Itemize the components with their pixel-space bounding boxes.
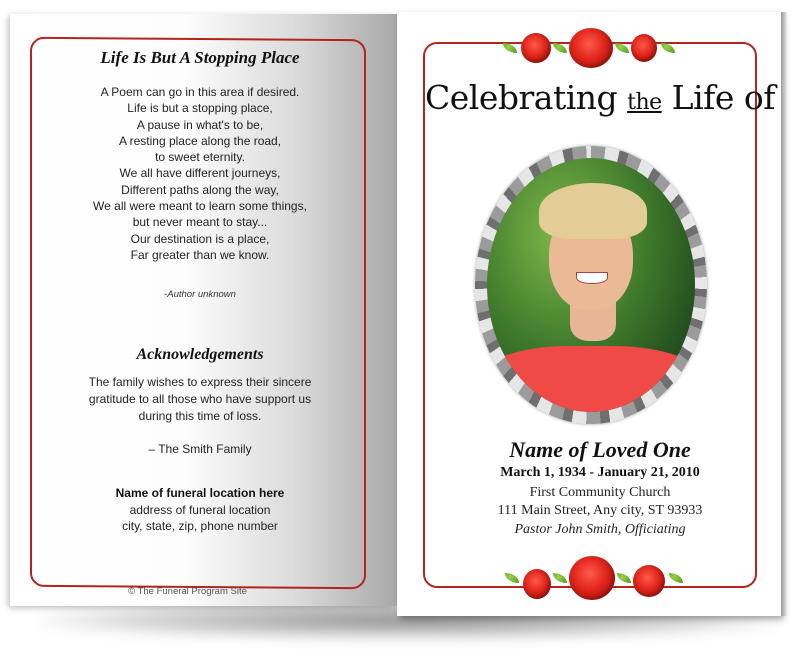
rose-icon <box>569 556 615 600</box>
rose-icon <box>633 565 665 597</box>
copyright-notice: © The Funeral Program Site <box>128 586 247 597</box>
leaf-icon <box>553 43 567 53</box>
location-address: address of funeral location <box>129 502 271 517</box>
poem-line: A Poem can go in this area if desired. <box>100 85 300 99</box>
location-name: Name of funeral location here <box>115 486 285 500</box>
photo-shirt <box>487 346 695 412</box>
portrait-frame <box>475 146 707 424</box>
poem-line: Life is but a stopping place, <box>127 101 273 116</box>
rose-icon <box>523 569 551 599</box>
rose-icon <box>631 34 657 62</box>
acknowledgements-signature: – The Smith Family <box>148 442 252 456</box>
poem-title: Life Is But A Stopping Place <box>100 48 300 67</box>
headline-part: the <box>627 90 662 115</box>
acknowledgements-line: gratitude to all those who have support us <box>88 392 312 406</box>
leaf-icon <box>505 573 519 583</box>
poem-line: A pause in what's to be, <box>136 117 264 132</box>
service-officiant: Pastor John Smith, Officiating <box>514 522 686 537</box>
acknowledgements-line: The family wishes to express their sincere <box>88 375 312 389</box>
headline-part: Celebrating <box>425 78 628 117</box>
acknowledgements-title: Acknowledgements <box>136 346 264 363</box>
bottom-rose-garland <box>505 556 683 600</box>
acknowledgements-body <box>30 374 370 425</box>
life-dates: March 1, 1934 - January 21, 2010 <box>500 465 700 480</box>
poem-line: Different paths along the way, <box>121 182 279 197</box>
headline <box>420 78 780 117</box>
service-address: 111 Main Street, Any city, ST 93933 <box>497 503 703 518</box>
location-city-line: city, state, zip, phone number <box>122 519 278 533</box>
rose-icon <box>521 33 551 63</box>
poem-line: Far greater than we know. <box>130 247 270 262</box>
leaf-icon <box>553 573 567 583</box>
rose-icon <box>569 28 613 68</box>
poem-line: to sweet eternity. <box>155 150 245 165</box>
top-rose-garland <box>503 28 675 68</box>
leaf-icon <box>661 43 675 53</box>
poem-line: A resting place along the road, <box>118 133 282 148</box>
leaf-icon <box>615 43 629 53</box>
poem-body <box>30 84 370 263</box>
acknowledgements-line: during this time of loss. <box>138 409 262 423</box>
poem-line: We all were meant to learn some things, <box>93 199 307 214</box>
portrait-photo <box>487 158 695 412</box>
deceased-name: Name of Loved One <box>509 437 691 462</box>
leaf-icon <box>503 43 517 53</box>
poem-line: We all have different journeys, <box>119 166 281 181</box>
poem-line: Our destination is a place, <box>130 231 270 246</box>
poem-author: -Author unknown <box>164 289 236 300</box>
leaf-icon <box>669 573 683 583</box>
leaf-icon <box>617 573 631 583</box>
service-church: First Community Church <box>529 485 671 500</box>
funeral-location <box>30 485 370 535</box>
poem-line: but never meant to stay... <box>132 215 268 230</box>
headline-part: Life of <box>661 78 775 117</box>
photo-hair <box>539 183 647 239</box>
